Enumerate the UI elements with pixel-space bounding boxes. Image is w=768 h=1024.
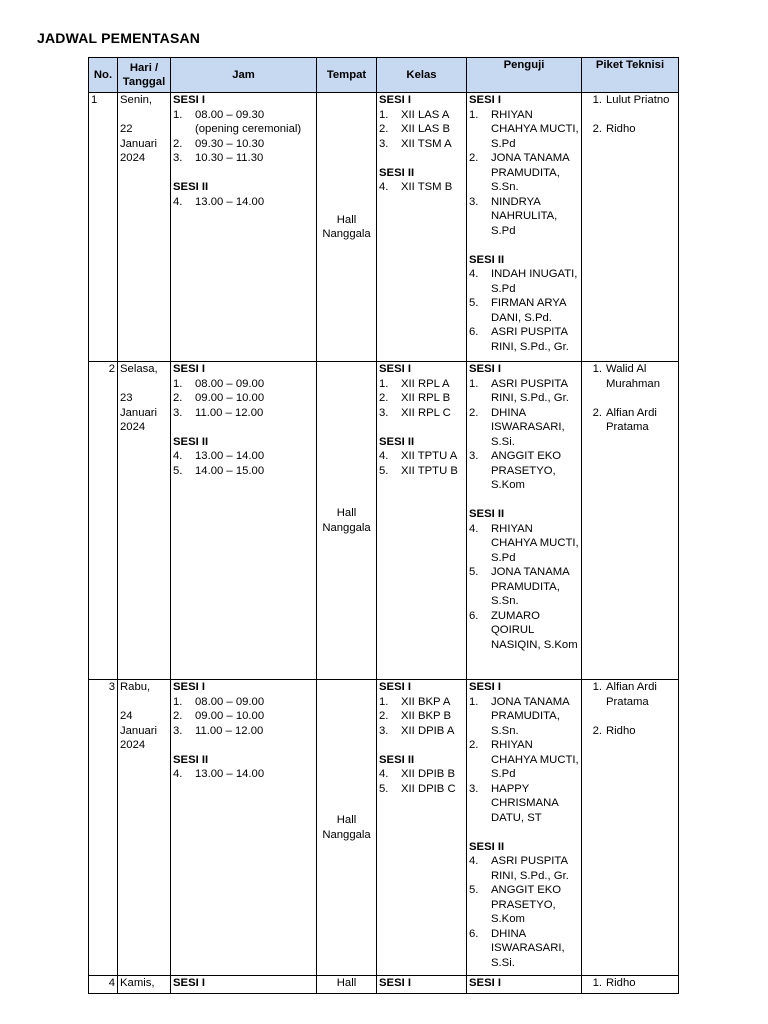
time-item	[173, 695, 314, 710]
session-label: SESI I	[469, 94, 502, 106]
spacer	[379, 151, 464, 166]
item-text: NINDRYA NAHRULITA, S.Pd	[491, 195, 558, 237]
item-text: Alfian Ardi Pratama	[606, 681, 657, 708]
item-number: 1.	[592, 977, 602, 989]
examiner-item	[469, 449, 579, 493]
time-item	[173, 151, 314, 166]
item-text: XII BKP B	[401, 710, 452, 722]
technician-item	[584, 976, 676, 991]
session-label: SESI II	[379, 753, 415, 766]
item-text: XII RPL B	[401, 392, 451, 404]
spacer	[469, 825, 579, 840]
item-text: ANGGIT EKO PRASETYO, S.Kom	[491, 884, 562, 925]
class-item	[379, 449, 464, 464]
jam-cell	[171, 93, 317, 362]
session-label: SESI II	[469, 508, 505, 520]
tempat-cell: Hall Nanggala	[317, 93, 377, 362]
examiner-item	[469, 406, 579, 450]
session-label: SESI II	[173, 181, 209, 193]
item-text: XII TPTU B	[401, 464, 458, 477]
session-label: SESI I	[173, 94, 206, 106]
item-text: Ridho	[606, 977, 636, 989]
class-item	[379, 695, 464, 710]
session-label: SESI II	[379, 435, 415, 448]
item-number: 4.	[173, 450, 183, 462]
penguji-cell	[467, 976, 582, 994]
penguji-cell	[467, 93, 582, 362]
item-text: Ridho	[606, 123, 636, 135]
date-number: 24	[120, 710, 133, 722]
item-number: 1.	[379, 695, 389, 708]
item-number: 3.	[469, 782, 479, 795]
examiner-item	[469, 522, 579, 566]
header-tempat: Tempat	[317, 58, 377, 93]
item-number	[173, 122, 195, 137]
time-item	[173, 122, 314, 137]
item-number: 2.	[592, 123, 602, 135]
item-number: 1.	[469, 108, 479, 121]
examiner-item	[469, 151, 579, 195]
item-text: 11.00 – 12.00	[195, 406, 264, 419]
item-number: 3.	[469, 450, 479, 462]
item-text: ANGGIT EKO PRASETYO, S.Kom	[491, 450, 562, 491]
item-number: 1.	[469, 695, 479, 708]
date-number: 23	[120, 392, 133, 404]
date-number: 22	[120, 123, 133, 135]
spacer	[584, 709, 676, 724]
header-kelas: Kelas	[377, 58, 467, 93]
item-text: 09.00 – 10.00	[195, 710, 265, 722]
session-label: SESI II	[469, 840, 505, 853]
item-number: 5.	[469, 566, 479, 578]
item-text: 08.00 – 09.30	[195, 108, 265, 121]
examiner-item	[469, 609, 579, 653]
item-number: 2.	[173, 137, 183, 150]
item-text: Lulut Priatno	[606, 94, 670, 106]
item-text: XII TPTU A	[401, 450, 458, 462]
class-item	[379, 406, 464, 421]
table-row	[89, 976, 679, 994]
examiner-item	[469, 377, 579, 406]
item-number: 3.	[173, 406, 183, 419]
examiner-item	[469, 108, 579, 152]
session-label: SESI I	[469, 681, 502, 693]
time-item	[173, 767, 314, 782]
item-text: XII DPIB C	[401, 782, 456, 795]
session-label: SESI I	[173, 681, 206, 693]
item-text: RHIYAN CHAHYA MUCTI, S.Pd	[491, 739, 579, 780]
row-number: 1	[89, 93, 118, 362]
date-year: 2024	[120, 421, 146, 433]
item-text: JONA TANAMA PRAMUDITA, S.Sn.	[491, 695, 570, 737]
item-text: 14.00 – 15.00	[195, 464, 265, 477]
examiner-item	[469, 738, 579, 782]
spacer	[469, 493, 579, 508]
item-text: 08.00 – 09.00	[195, 377, 265, 390]
item-number: 4.	[173, 768, 183, 780]
item-text: Ridho	[606, 724, 636, 737]
day-name: Rabu,	[120, 681, 151, 693]
item-text: 13.00 – 14.00	[195, 195, 265, 208]
item-text: RHIYAN CHAHYA MUCTI, S.Pd	[491, 108, 579, 150]
item-text: XII DPIB B	[401, 768, 455, 780]
spacer	[584, 108, 676, 123]
tempat-cell: Hall	[317, 976, 377, 994]
item-text: ASRI PUSPITA RINI, S.Pd., Gr.	[491, 855, 569, 882]
piket-cell	[582, 93, 679, 362]
item-number: 4.	[173, 195, 183, 208]
item-text: HAPPY CHRISMANA DATU, ST	[491, 782, 559, 824]
item-text: 13.00 – 14.00	[195, 768, 265, 780]
item-number: 4.	[379, 450, 389, 462]
technician-item	[584, 122, 676, 137]
day-date	[118, 362, 171, 680]
examiner-item	[469, 883, 579, 927]
item-number: 3.	[173, 724, 183, 737]
session-label: SESI II	[379, 166, 415, 179]
spacer	[120, 695, 168, 710]
class-item	[379, 122, 464, 137]
examiner-item	[469, 296, 579, 325]
spacer	[173, 420, 314, 435]
kelas-cell	[377, 976, 467, 994]
item-text: XII DPIB A	[401, 724, 455, 737]
examiner-item	[469, 854, 579, 883]
spacer	[173, 738, 314, 753]
item-text: DHINA ISWARASARI, S.Si.	[491, 927, 565, 969]
item-text: XII RPL C	[401, 406, 451, 419]
time-item	[173, 709, 314, 724]
item-text: INDAH INUGATI, S.Pd	[491, 268, 578, 295]
item-number: 5.	[379, 464, 389, 477]
item-number: 1.	[592, 94, 602, 106]
item-number: 2.	[173, 392, 183, 404]
header-hari: Hari / Tanggal	[118, 58, 171, 93]
day-date	[118, 976, 171, 994]
class-item	[379, 724, 464, 739]
item-number: 2.	[592, 724, 602, 737]
time-item	[173, 137, 314, 152]
item-number: 5.	[469, 884, 479, 896]
session-label: SESI II	[173, 753, 209, 766]
item-text: Alfian Ardi Pratama	[606, 406, 657, 433]
item-number: 2.	[379, 710, 389, 722]
table-row	[89, 680, 679, 976]
day-date	[118, 680, 171, 976]
examiner-item	[469, 565, 579, 609]
item-text: 11.00 – 12.00	[195, 724, 264, 737]
item-number: 4.	[469, 522, 479, 535]
date-year: 2024	[120, 152, 146, 164]
item-text: FIRMAN ARYA DANI, S.Pd.	[491, 297, 566, 324]
technician-item	[584, 406, 676, 435]
time-item	[173, 724, 314, 739]
item-number: 5.	[173, 464, 183, 477]
day-date	[118, 93, 171, 362]
session-label: SESI I	[469, 977, 502, 989]
item-number: 1.	[469, 377, 479, 390]
item-number: 1.	[379, 108, 389, 121]
schedule-table	[88, 57, 679, 994]
date-year: 2024	[120, 739, 146, 751]
item-text: 08.00 – 09.00	[195, 695, 265, 708]
item-number: 2.	[469, 739, 479, 751]
session-label: SESI I	[469, 363, 502, 375]
penguji-cell	[467, 362, 582, 680]
item-text: DHINA ISWARASARI, S.Si.	[491, 406, 565, 448]
technician-item	[584, 93, 676, 108]
time-item	[173, 108, 314, 123]
item-number: 3.	[469, 195, 479, 208]
date-month: Januari	[120, 724, 158, 737]
examiner-item	[469, 695, 579, 739]
class-item	[379, 180, 464, 195]
session-label: SESI I	[173, 363, 206, 375]
item-text: ASRI PUSPITA RINI, S.Pd., Gr.	[491, 326, 569, 353]
jam-cell	[171, 680, 317, 976]
time-item	[173, 449, 314, 464]
kelas-cell	[377, 93, 467, 362]
technician-item	[584, 724, 676, 739]
time-item	[173, 464, 314, 479]
penguji-cell	[467, 680, 582, 976]
item-number: 2.	[173, 710, 183, 722]
time-item	[173, 195, 314, 210]
date-month: Januari	[120, 137, 158, 150]
session-label: SESI II	[173, 435, 209, 448]
spacer	[379, 420, 464, 435]
item-number: 1.	[173, 695, 183, 708]
spacer	[379, 738, 464, 753]
table-row	[89, 93, 679, 362]
item-number: 1.	[592, 363, 602, 375]
day-name: Kamis,	[120, 977, 155, 989]
tempat-cell: Hall Nanggala	[317, 680, 377, 976]
piket-cell	[582, 680, 679, 976]
item-text: 09.00 – 10.00	[195, 392, 265, 404]
row-number: 3	[89, 680, 118, 976]
item-number: 1.	[173, 377, 183, 390]
item-number: 6.	[469, 609, 479, 622]
examiner-item	[469, 267, 579, 296]
item-text: ZUMARO QOIRUL NASIQIN, S.Kom	[491, 609, 578, 651]
item-number: 5.	[469, 297, 479, 309]
session-label: SESI I	[379, 977, 412, 989]
item-number: 3.	[173, 152, 183, 164]
examiner-item	[469, 782, 579, 826]
spacer	[584, 391, 676, 406]
item-number: 1.	[592, 681, 602, 693]
item-number: 4.	[379, 181, 389, 193]
item-number: 1.	[173, 108, 183, 121]
technician-item	[584, 362, 676, 391]
spacer	[120, 108, 168, 123]
time-item	[173, 377, 314, 392]
examiner-item	[469, 325, 579, 354]
item-number: 5.	[379, 782, 389, 795]
item-text: 09.30 – 10.30	[195, 137, 265, 150]
item-number: 4.	[379, 768, 389, 780]
item-number: 3.	[379, 406, 389, 419]
table-row	[89, 362, 679, 680]
item-text: XII BKP A	[401, 695, 451, 708]
header-piket: Piket Teknisi	[582, 58, 679, 93]
spacer	[469, 238, 579, 253]
jam-cell	[171, 362, 317, 680]
item-number: 2.	[379, 123, 389, 135]
header-penguji: Penguji	[467, 58, 582, 93]
item-number: 6.	[469, 326, 479, 338]
item-text: XII LAS B	[401, 123, 450, 135]
technician-item	[584, 680, 676, 709]
item-number: 3.	[379, 724, 389, 737]
class-item	[379, 767, 464, 782]
time-item	[173, 391, 314, 406]
item-number: 2.	[469, 152, 479, 164]
item-text: (opening ceremonial)	[195, 123, 302, 135]
header-jam: Jam	[171, 58, 317, 93]
item-text: XII TSM A	[401, 137, 452, 150]
session-label: SESI I	[379, 363, 412, 375]
item-text: XII TSM B	[401, 181, 453, 193]
row-number: 4	[89, 976, 118, 994]
kelas-cell	[377, 362, 467, 680]
class-item	[379, 709, 464, 724]
piket-cell	[582, 362, 679, 680]
item-number: 2.	[592, 406, 602, 419]
item-number: 1.	[379, 377, 389, 390]
item-text: JONA TANAMA PRAMUDITA, S.Sn.	[491, 566, 570, 607]
day-name: Selasa,	[120, 363, 158, 375]
time-item	[173, 406, 314, 421]
tempat-cell: Hall Nanggala	[317, 362, 377, 680]
spacer	[120, 377, 168, 392]
item-text: Walid Al Murahman	[606, 363, 660, 390]
session-label: SESI II	[469, 253, 505, 266]
date-month: Januari	[120, 406, 158, 419]
spacer	[173, 166, 314, 181]
day-name: Senin,	[120, 94, 153, 106]
class-item	[379, 108, 464, 123]
item-text: XII LAS A	[401, 108, 450, 121]
item-number: 4.	[469, 855, 479, 867]
item-number: 6.	[469, 927, 479, 940]
header-no: No.	[89, 58, 118, 93]
class-item	[379, 782, 464, 797]
item-text: ASRI PUSPITA RINI, S.Pd., Gr.	[491, 377, 569, 404]
examiner-item	[469, 927, 579, 971]
class-item	[379, 377, 464, 392]
class-item	[379, 137, 464, 152]
item-number: 2.	[379, 392, 389, 404]
class-item	[379, 391, 464, 406]
item-text: JONA TANAMA PRAMUDITA, S.Sn.	[491, 152, 570, 193]
session-label: SESI I	[379, 94, 412, 106]
item-number: 4.	[469, 268, 479, 280]
session-label: SESI I	[173, 977, 206, 989]
kelas-cell	[377, 680, 467, 976]
item-number: 2.	[469, 406, 479, 419]
item-text: 10.30 – 11.30	[195, 152, 264, 164]
item-text: 13.00 – 14.00	[195, 450, 265, 462]
row-number: 2	[89, 362, 118, 680]
item-text: RHIYAN CHAHYA MUCTI, S.Pd	[491, 522, 579, 564]
item-number: 3.	[379, 137, 389, 150]
examiner-item	[469, 195, 579, 239]
page-title: JADWAL PEMENTASAN	[37, 30, 201, 46]
jam-cell	[171, 976, 317, 994]
item-text: XII RPL A	[401, 377, 450, 390]
session-label: SESI I	[379, 681, 412, 693]
class-item	[379, 464, 464, 479]
piket-cell	[582, 976, 679, 994]
